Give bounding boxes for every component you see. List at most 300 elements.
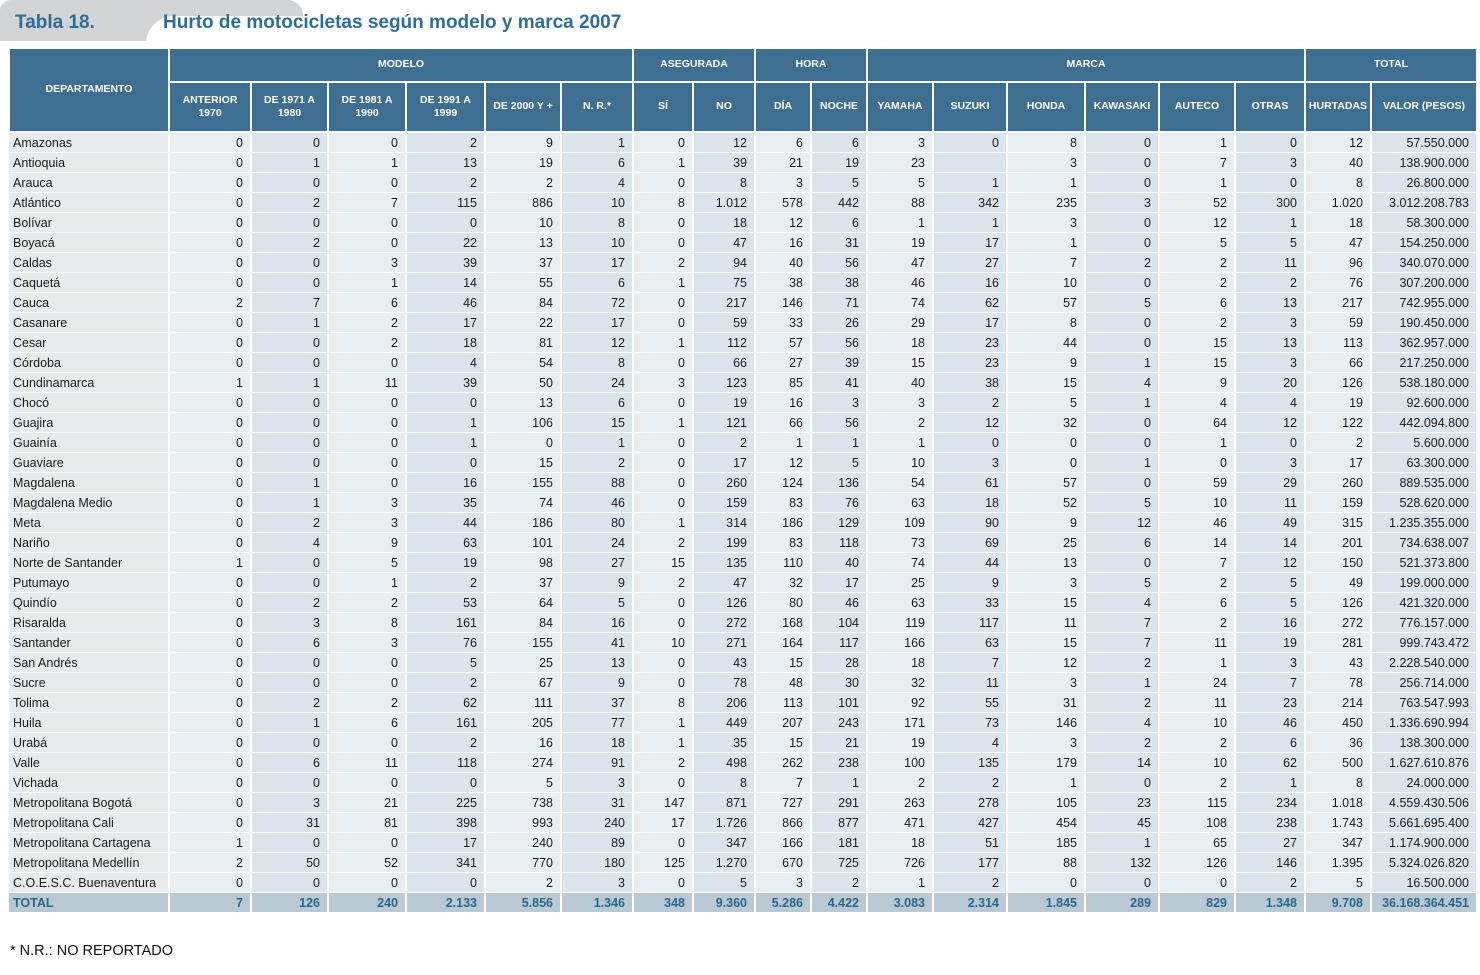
cell-anterior-1970: 0 — [169, 153, 251, 173]
cell-noche: 117 — [811, 633, 867, 653]
col-header-valor-pesos: VALOR (PESOS) — [1371, 82, 1477, 132]
cell-honda: 11 — [1007, 613, 1085, 633]
cell-anterior-1970: 0 — [169, 793, 251, 813]
cell-de-1971-a-1980: 7 — [251, 293, 328, 313]
cell-noche: 136 — [811, 473, 867, 493]
cell-de-1991-a-1999: 0 — [406, 213, 485, 233]
table-row — [9, 373, 1477, 393]
cell-anterior-1970: 0 — [169, 633, 251, 653]
cell-suzuki — [933, 153, 1007, 173]
cell-si: 1 — [633, 513, 693, 533]
table-row — [9, 313, 1477, 333]
cell-otras: 5 — [1235, 593, 1305, 613]
col-header-honda: HONDA — [1007, 82, 1085, 132]
cell-noche: 21 — [811, 733, 867, 753]
cell-noche: 26 — [811, 313, 867, 333]
cell-de-1991-a-1999: 14 — [406, 273, 485, 293]
cell-otras: 12 — [1235, 413, 1305, 433]
cell-no: 12 — [693, 132, 755, 153]
cell-anterior-1970: 0 — [169, 533, 251, 553]
cell-hurtadas: 8 — [1305, 173, 1371, 193]
cell-auteco: 65 — [1159, 833, 1235, 853]
cell-yamaha: 5 — [867, 173, 933, 193]
cell-anterior-1970: 0 — [169, 653, 251, 673]
cell-honda: 3 — [1007, 153, 1085, 173]
cell-si: 15 — [633, 553, 693, 573]
cell-valor-pesos: 889.535.000 — [1371, 473, 1477, 493]
cell-valor-pesos: 1.174.900.000 — [1371, 833, 1477, 853]
cell-si: 0 — [633, 313, 693, 333]
cell-si: 10 — [633, 633, 693, 653]
department-name: Chocó — [9, 393, 169, 413]
cell-no: 260 — [693, 473, 755, 493]
cell-n-r: 27 — [561, 553, 633, 573]
cell-suzuki: 63 — [933, 633, 1007, 653]
cell-valor-pesos: 442.094.800 — [1371, 413, 1477, 433]
cell-kawasaki: 0 — [1085, 313, 1159, 333]
department-name: Huila — [9, 713, 169, 733]
cell-de-1991-a-1999: 0 — [406, 393, 485, 413]
cell-de-1991-a-1999: 39 — [406, 253, 485, 273]
cell-hurtadas: 18 — [1305, 213, 1371, 233]
cell-suzuki: 17 — [933, 313, 1007, 333]
cell-hurtadas: 9.708 — [1305, 893, 1371, 913]
cell-otras: 300 — [1235, 193, 1305, 213]
cell-otras: 146 — [1235, 853, 1305, 873]
cell-suzuki: 90 — [933, 513, 1007, 533]
cell-n-r: 2 — [561, 453, 633, 473]
cell-de-1991-a-1999: 2.133 — [406, 893, 485, 913]
cell-honda: 3 — [1007, 213, 1085, 233]
cell-si: 0 — [633, 393, 693, 413]
cell-noche: 181 — [811, 833, 867, 853]
department-name: Putumayo — [9, 573, 169, 593]
cell-auteco: 2 — [1159, 573, 1235, 593]
cell-auteco: 7 — [1159, 153, 1235, 173]
cell-de-1971-a-1980: 2 — [251, 593, 328, 613]
cell-noche: 2 — [811, 873, 867, 893]
cell-de-2000-y: 50 — [485, 373, 561, 393]
cell-no: 78 — [693, 673, 755, 693]
cell-si: 1 — [633, 413, 693, 433]
cell-valor-pesos: 57.550.000 — [1371, 132, 1477, 153]
cell-kawasaki: 0 — [1085, 553, 1159, 573]
cell-si: 8 — [633, 193, 693, 213]
table-row — [9, 393, 1477, 413]
cell-honda: 146 — [1007, 713, 1085, 733]
cell-de-1981-a-1990: 0 — [328, 213, 406, 233]
cell-suzuki: 0 — [933, 433, 1007, 453]
table-row — [9, 593, 1477, 613]
cell-si: 147 — [633, 793, 693, 813]
cell-hurtadas: 281 — [1305, 633, 1371, 653]
cell-suzuki: 427 — [933, 813, 1007, 833]
cell-otras: 29 — [1235, 473, 1305, 493]
cell-yamaha: 1 — [867, 433, 933, 453]
cell-de-1971-a-1980: 50 — [251, 853, 328, 873]
cell-honda: 8 — [1007, 313, 1085, 333]
cell-noche: 4.422 — [811, 893, 867, 913]
cell-anterior-1970: 0 — [169, 673, 251, 693]
cell-kawasaki: 4 — [1085, 373, 1159, 393]
cell-de-1981-a-1990: 3 — [328, 633, 406, 653]
cell-de-1991-a-1999: 225 — [406, 793, 485, 813]
cell-de-1971-a-1980: 6 — [251, 753, 328, 773]
cell-kawasaki: 23 — [1085, 793, 1159, 813]
cell-yamaha: 19 — [867, 733, 933, 753]
cell-de-1981-a-1990: 21 — [328, 793, 406, 813]
department-name: Arauca — [9, 173, 169, 193]
cell-honda: 7 — [1007, 253, 1085, 273]
cell-n-r: 10 — [561, 193, 633, 213]
cell-no: 8 — [693, 773, 755, 793]
cell-noche: 30 — [811, 673, 867, 693]
cell-auteco: 59 — [1159, 473, 1235, 493]
group-header-marca: MARCA — [867, 48, 1305, 82]
cell-n-r: 37 — [561, 693, 633, 713]
cell-anterior-1970: 0 — [169, 413, 251, 433]
total-row — [9, 893, 1477, 913]
cell-hurtadas: 36 — [1305, 733, 1371, 753]
cell-valor-pesos: 521.373.800 — [1371, 553, 1477, 573]
cell-si: 0 — [633, 593, 693, 613]
cell-dia: 146 — [755, 293, 811, 313]
cell-anterior-1970: 1 — [169, 553, 251, 573]
department-name: Magdalena Medio — [9, 493, 169, 513]
cell-de-1981-a-1990: 1 — [328, 573, 406, 593]
cell-kawasaki: 2 — [1085, 733, 1159, 753]
cell-honda: 12 — [1007, 653, 1085, 673]
table-row — [9, 453, 1477, 473]
cell-n-r: 9 — [561, 673, 633, 693]
table-row — [9, 753, 1477, 773]
cell-valor-pesos: 5.324.026.820 — [1371, 853, 1477, 873]
cell-otras: 0 — [1235, 433, 1305, 453]
cell-de-1981-a-1990: 0 — [328, 393, 406, 413]
cell-honda: 15 — [1007, 633, 1085, 653]
cell-de-2000-y: 22 — [485, 313, 561, 333]
cell-kawasaki: 1 — [1085, 673, 1159, 693]
department-name: Guaviare — [9, 453, 169, 473]
cell-auteco: 2 — [1159, 313, 1235, 333]
cell-dia: 164 — [755, 633, 811, 653]
cell-noche: 31 — [811, 233, 867, 253]
cell-yamaha: 18 — [867, 653, 933, 673]
cell-anterior-1970: 0 — [169, 213, 251, 233]
table-row — [9, 193, 1477, 213]
cell-anterior-1970: 0 — [169, 573, 251, 593]
department-name: Tolima — [9, 693, 169, 713]
cell-si: 0 — [633, 493, 693, 513]
cell-kawasaki: 0 — [1085, 473, 1159, 493]
cell-kawasaki: 0 — [1085, 233, 1159, 253]
cell-n-r: 17 — [561, 253, 633, 273]
cell-n-r: 41 — [561, 633, 633, 653]
cell-valor-pesos: 5.661.695.400 — [1371, 813, 1477, 833]
cell-honda: 105 — [1007, 793, 1085, 813]
cell-dia: 166 — [755, 833, 811, 853]
col-header-kawasaki: KAWASAKI — [1085, 82, 1159, 132]
cell-kawasaki: 14 — [1085, 753, 1159, 773]
cell-n-r: 18 — [561, 733, 633, 753]
cell-de-2000-y: 16 — [485, 733, 561, 753]
cell-auteco: 52 — [1159, 193, 1235, 213]
cell-noche: 5 — [811, 453, 867, 473]
cell-noche: 104 — [811, 613, 867, 633]
cell-de-1991-a-1999: 17 — [406, 833, 485, 853]
cell-de-1971-a-1980: 0 — [251, 833, 328, 853]
cell-si: 17 — [633, 813, 693, 833]
cell-auteco: 1 — [1159, 653, 1235, 673]
cell-auteco: 1 — [1159, 433, 1235, 453]
cell-dia: 7 — [755, 773, 811, 793]
cell-n-r: 8 — [561, 353, 633, 373]
cell-valor-pesos: 26.800.000 — [1371, 173, 1477, 193]
cell-dia: 207 — [755, 713, 811, 733]
cell-de-2000-y: 2 — [485, 173, 561, 193]
cell-valor-pesos: 776.157.000 — [1371, 613, 1477, 633]
cell-auteco: 12 — [1159, 213, 1235, 233]
cell-anterior-1970: 2 — [169, 293, 251, 313]
cell-otras: 1.348 — [1235, 893, 1305, 913]
cell-honda: 454 — [1007, 813, 1085, 833]
cell-n-r: 3 — [561, 873, 633, 893]
cell-dia: 727 — [755, 793, 811, 813]
cell-de-1981-a-1990: 0 — [328, 773, 406, 793]
cell-si: 2 — [633, 533, 693, 553]
cell-dia: 12 — [755, 453, 811, 473]
cell-kawasaki: 2 — [1085, 653, 1159, 673]
cell-otras: 2 — [1235, 873, 1305, 893]
department-name: Valle — [9, 753, 169, 773]
cell-auteco: 15 — [1159, 333, 1235, 353]
cell-de-2000-y: 13 — [485, 393, 561, 413]
cell-de-1991-a-1999: 16 — [406, 473, 485, 493]
cell-auteco: 2 — [1159, 773, 1235, 793]
cell-otras: 4 — [1235, 393, 1305, 413]
cell-honda: 1 — [1007, 233, 1085, 253]
cell-honda: 0 — [1007, 433, 1085, 453]
cell-kawasaki: 0 — [1085, 413, 1159, 433]
cell-anterior-1970: 7 — [169, 893, 251, 913]
cell-de-1991-a-1999: 2 — [406, 132, 485, 153]
cell-kawasaki: 7 — [1085, 633, 1159, 653]
cell-suzuki: 33 — [933, 593, 1007, 613]
cell-de-2000-y: 9 — [485, 132, 561, 153]
cell-suzuki: 27 — [933, 253, 1007, 273]
cell-yamaha: 63 — [867, 593, 933, 613]
cell-de-1991-a-1999: 53 — [406, 593, 485, 613]
cell-honda: 15 — [1007, 373, 1085, 393]
cell-no: 159 — [693, 493, 755, 513]
department-name: Sucre — [9, 673, 169, 693]
cell-si: 1 — [633, 733, 693, 753]
cell-hurtadas: 2 — [1305, 433, 1371, 453]
cell-suzuki: 1 — [933, 173, 1007, 193]
cell-si: 0 — [633, 673, 693, 693]
cell-auteco: 11 — [1159, 693, 1235, 713]
cell-honda: 3 — [1007, 673, 1085, 693]
cell-n-r: 17 — [561, 313, 633, 333]
department-name: San Andrés — [9, 653, 169, 673]
cell-no: 271 — [693, 633, 755, 653]
cell-de-2000-y: 74 — [485, 493, 561, 513]
cell-suzuki: 62 — [933, 293, 1007, 313]
cell-dia: 32 — [755, 573, 811, 593]
cell-hurtadas: 214 — [1305, 693, 1371, 713]
cell-si: 0 — [633, 173, 693, 193]
cell-auteco: 108 — [1159, 813, 1235, 833]
cell-si: 2 — [633, 253, 693, 273]
cell-de-1981-a-1990: 3 — [328, 493, 406, 513]
col-header-suzuki: SUZUKI — [933, 82, 1007, 132]
cell-de-1991-a-1999: 0 — [406, 453, 485, 473]
cell-de-1991-a-1999: 76 — [406, 633, 485, 653]
cell-auteco: 829 — [1159, 893, 1235, 913]
cell-auteco: 6 — [1159, 293, 1235, 313]
cell-anterior-1970: 0 — [169, 173, 251, 193]
cell-no: 498 — [693, 753, 755, 773]
table-row — [9, 413, 1477, 433]
cell-yamaha: 3 — [867, 132, 933, 153]
group-header-total: TOTAL — [1305, 48, 1477, 82]
cell-de-1981-a-1990: 9 — [328, 533, 406, 553]
cell-kawasaki: 0 — [1085, 433, 1159, 453]
cell-yamaha: 10 — [867, 453, 933, 473]
cell-valor-pesos: 16.500.000 — [1371, 873, 1477, 893]
cell-noche: 291 — [811, 793, 867, 813]
cell-yamaha: 100 — [867, 753, 933, 773]
department-name: Risaralda — [9, 613, 169, 633]
cell-valor-pesos: 763.547.993 — [1371, 693, 1477, 713]
cell-yamaha: 23 — [867, 153, 933, 173]
department-name: Cesar — [9, 333, 169, 353]
cell-de-1981-a-1990: 0 — [328, 873, 406, 893]
cell-kawasaki: 6 — [1085, 533, 1159, 553]
cell-de-1981-a-1990: 0 — [328, 353, 406, 373]
cell-suzuki: 18 — [933, 493, 1007, 513]
cell-hurtadas: 19 — [1305, 393, 1371, 413]
department-name: Cauca — [9, 293, 169, 313]
cell-de-1981-a-1990: 81 — [328, 813, 406, 833]
cell-noche: 40 — [811, 553, 867, 573]
cell-de-1991-a-1999: 2 — [406, 173, 485, 193]
cell-auteco: 115 — [1159, 793, 1235, 813]
cell-otras: 19 — [1235, 633, 1305, 653]
cell-de-1971-a-1980: 31 — [251, 813, 328, 833]
cell-no: 94 — [693, 253, 755, 273]
cell-dia: 6 — [755, 132, 811, 153]
cell-si: 2 — [633, 753, 693, 773]
cell-suzuki: 177 — [933, 853, 1007, 873]
cell-n-r: 10 — [561, 233, 633, 253]
cell-de-1971-a-1980: 2 — [251, 513, 328, 533]
cell-valor-pesos: 4.559.430.506 — [1371, 793, 1477, 813]
cell-de-1991-a-1999: 44 — [406, 513, 485, 533]
cell-anterior-1970: 1 — [169, 373, 251, 393]
cell-no: 17 — [693, 453, 755, 473]
cell-n-r: 91 — [561, 753, 633, 773]
department-name: Vichada — [9, 773, 169, 793]
cell-suzuki: 7 — [933, 653, 1007, 673]
cell-otras: 27 — [1235, 833, 1305, 853]
cell-otras: 234 — [1235, 793, 1305, 813]
cell-no: 314 — [693, 513, 755, 533]
cell-valor-pesos: 92.600.000 — [1371, 393, 1477, 413]
cell-de-1981-a-1990: 0 — [328, 433, 406, 453]
cell-anterior-1970: 0 — [169, 473, 251, 493]
cell-otras: 13 — [1235, 293, 1305, 313]
cell-suzuki: 38 — [933, 373, 1007, 393]
cell-n-r: 31 — [561, 793, 633, 813]
cell-kawasaki: 1 — [1085, 353, 1159, 373]
cell-dia: 48 — [755, 673, 811, 693]
total-row-label: TOTAL — [9, 893, 169, 913]
cell-no: 135 — [693, 553, 755, 573]
department-name: Atlántico — [9, 193, 169, 213]
cell-otras: 3 — [1235, 453, 1305, 473]
cell-valor-pesos: 1.336.690.994 — [1371, 713, 1477, 733]
cell-de-2000-y: 19 — [485, 153, 561, 173]
cell-otras: 6 — [1235, 733, 1305, 753]
cell-valor-pesos: 3.012.208.783 — [1371, 193, 1477, 213]
cell-kawasaki: 289 — [1085, 893, 1159, 913]
cell-si: 1 — [633, 713, 693, 733]
department-name: Urabá — [9, 733, 169, 753]
cell-de-2000-y: 84 — [485, 293, 561, 313]
cell-yamaha: 25 — [867, 573, 933, 593]
cell-n-r: 9 — [561, 573, 633, 593]
cell-de-1981-a-1990: 0 — [328, 233, 406, 253]
cell-yamaha: 74 — [867, 553, 933, 573]
cell-de-2000-y: 25 — [485, 653, 561, 673]
cell-suzuki: 1 — [933, 213, 1007, 233]
cell-honda: 235 — [1007, 193, 1085, 213]
cell-anterior-1970: 0 — [169, 233, 251, 253]
cell-yamaha: 32 — [867, 673, 933, 693]
cell-n-r: 180 — [561, 853, 633, 873]
cell-auteco: 2 — [1159, 273, 1235, 293]
cell-de-1971-a-1980: 0 — [251, 273, 328, 293]
cell-hurtadas: 17 — [1305, 453, 1371, 473]
cell-no: 199 — [693, 533, 755, 553]
cell-no: 217 — [693, 293, 755, 313]
cell-otras: 3 — [1235, 653, 1305, 673]
cell-suzuki: 2 — [933, 873, 1007, 893]
cell-hurtadas: 159 — [1305, 493, 1371, 513]
cell-n-r: 72 — [561, 293, 633, 313]
cell-honda: 1 — [1007, 773, 1085, 793]
cell-de-2000-y: 81 — [485, 333, 561, 353]
table-row — [9, 633, 1477, 653]
cell-honda: 13 — [1007, 553, 1085, 573]
cell-n-r: 3 — [561, 773, 633, 793]
cell-noche: 442 — [811, 193, 867, 213]
cell-de-1991-a-1999: 17 — [406, 313, 485, 333]
table-row — [9, 213, 1477, 233]
col-header-si: SÍ — [633, 82, 693, 132]
cell-de-1981-a-1990: 0 — [328, 473, 406, 493]
group-header-modelo: MODELO — [169, 48, 633, 82]
cell-suzuki: 69 — [933, 533, 1007, 553]
cell-yamaha: 46 — [867, 273, 933, 293]
cell-hurtadas: 450 — [1305, 713, 1371, 733]
cell-yamaha: 19 — [867, 233, 933, 253]
cell-suzuki: 9 — [933, 573, 1007, 593]
cell-yamaha: 54 — [867, 473, 933, 493]
cell-noche: 5 — [811, 173, 867, 193]
table-row — [9, 173, 1477, 193]
